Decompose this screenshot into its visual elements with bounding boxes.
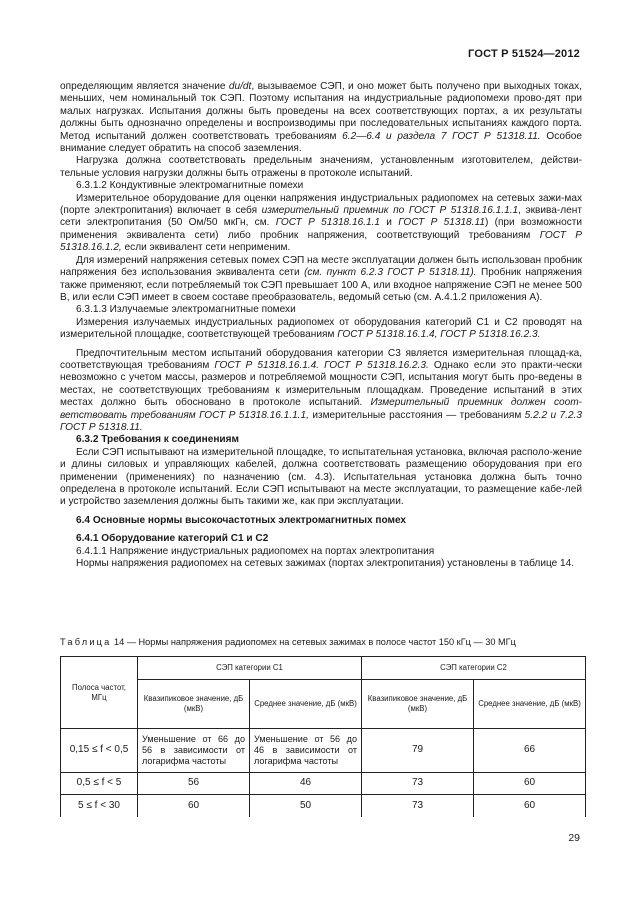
cell-band: 0,15 ≤ f < 0,5 <box>61 729 138 773</box>
section-heading: 6.4 Основные нормы высокочастотных электромагнитных помех <box>76 514 407 526</box>
table-row <box>61 729 586 773</box>
cell-band: 0,5 ≤ f < 5 <box>61 773 138 795</box>
text-span: определяющим является значение <box>60 81 229 92</box>
header-c1-average: Среднее значение, дБ (мкВ) <box>250 680 362 729</box>
section-heading: 6.4.1 Оборудование категорий С1 и С2 <box>76 533 269 545</box>
section-heading: 6.3.2 Требования к соединениям <box>76 434 239 446</box>
paragraph <box>60 317 582 342</box>
text-span: , вызываемое СЭП, и оно может быть получено при выходных токах, меньших, чем номинальный ток СЭП. Поэтому испытания на индустриальные радиопомехи прово-дят при малых нагрузках. Испытания должны быть проведены на всех соответствующих портах, а их результаты должны быть однозначно определены и воспроизводимы при последовательных испытаниях каждого порта. Метод испытаний должен соответствовать требованиям <box>60 81 582 142</box>
paragraph: Если СЭП испытывают на измерительной площадке, то испытательная установка, включая располо-жение и длины силовых и управляющих кабелей, должна соответствовать размещению оборудования при его применении (применениях) по назначению (см. 4.3). Испытательная установка должна быть точно определена в протоколе испытаний. Если СЭП испытывают на месте эксплуатации, то размещение кабе-лей и устройство заземления должны быть такими же, как при эксплуатации. <box>60 446 582 508</box>
table-row <box>61 795 586 817</box>
cell-band: 5 ≤ f < 30 <box>61 795 138 817</box>
text-span: измерительные расстояния — требованиям <box>308 409 525 421</box>
text-span: Измерения излучаемых индустриальных радиопомех от оборудования категорий С1 и С2 проводят на измерительной площадке, соответствующей требованиям <box>60 316 582 341</box>
text-span-italic: Измерительный приемник должен соот-ветствовать требованиям ГОСТ Р 51318.16.1.1.1, <box>60 397 582 421</box>
paragraph <box>60 81 582 155</box>
caption-text: 14 — Нормы напряжения радиопомех на сетевых зажимах в полосе частот 150 кГц — 30 МГц <box>111 637 516 647</box>
paragraph <box>60 348 582 435</box>
cell-c1-average: 50 <box>250 795 362 817</box>
text-span-italic: ГОСТ Р 51318.16.1.2, <box>60 229 582 254</box>
header-category-c1: СЭП категории С1 <box>138 657 362 680</box>
text-span: и <box>380 217 399 229</box>
text-span-italic: du/dt <box>228 81 252 92</box>
text-span-italic: (см. пункт 6.2.3 ГОСТ Р 51318.11). <box>304 267 477 279</box>
text-span-italic: ГОСТ Р 51318.16.1.1 <box>275 217 381 229</box>
cell-c1-quasi-peak: 56 <box>138 773 250 795</box>
text-span: , эквива-лент сети электропитания (50 Ом/50 мкГн, см. <box>60 205 582 229</box>
text-span-italic: ГОСТ Р 51318.11 <box>398 217 485 229</box>
text-span: если эквивалент сети неприменим. <box>121 242 291 254</box>
paragraph <box>60 193 582 255</box>
text-span-italic: ГОСТ Р 51318.16.1.4. ГОСТ Р 51318.16.2.3. <box>214 359 429 371</box>
table-caption <box>60 636 585 648</box>
subsection-heading: 6.4.1.1 Напряжение индустриальных радиопомех на портах электропитания <box>76 545 435 557</box>
text-span-italic: 5.2.2 и 7.2.3 ГОСТ Р 51318.11. <box>60 409 582 433</box>
header-c1-quasi-peak: Квазипиковое значение, дБ (мкВ) <box>138 680 250 729</box>
text-span-italic: измерительный приемник по ГОСТ Р 51318.16.1.1.1 <box>261 205 519 217</box>
paragraph: Нагрузка должна соответствовать предельным значениям, установленным изготовителем, действи-тельные условия нагрузки должны быть отражены в протоколе испытаний. <box>60 155 582 179</box>
cell-c1-quasi-peak: 60 <box>138 795 250 817</box>
limits-table <box>60 656 586 817</box>
cell-c1-average: 46 <box>250 773 362 795</box>
header-category-c2: СЭП категории С2 <box>362 657 586 680</box>
cell-c1-average: Уменьшение от 56 до 46 в зависимости от логарифма частоты <box>250 729 362 773</box>
cell-c2-quasi-peak: 73 <box>362 773 474 795</box>
cell-c2-quasi-peak: 79 <box>362 729 474 773</box>
cell-c2-average: 66 <box>474 729 586 773</box>
header-frequency-band: Полоса частот, МГц <box>61 657 138 729</box>
text-span: Пробник напряжения также применяют, если потребляемый ток СЭП превышает 100 А, или входное напряжение СЭП не менее 500 В, или если СЭП имеет в своем составе преобразователь, ведомый сетью (см. А.4.1.2 приложения А). <box>60 267 583 303</box>
paragraph: Нормы напряжения радиопомех на сетевых зажимах (портах электропитания) установлены в таблице 14. <box>76 558 575 570</box>
text-span: Однако если это практи-чески невозможно с учетом массы, размеров и потребляемой мощности СЭП, испытания могут быть про-ведены в местах, не соответствующих требованиям к измерительным площадкам. Проведение испытаний в этих местах должно быть обосновано в протоколе испытаний. <box>60 359 582 409</box>
subsection-heading: 6.3.1.3 Излучаемые электромагнитные помехи <box>76 304 296 316</box>
text-span: Измерительное оборудование для оценки напряжения индустриальных радиопомех на сетевых зажи-мах (порте электропитания) включает в себя <box>60 192 582 217</box>
text-span-italic: 6.2—6.4 и разделa 7 ГОСТ Р 51318.11. <box>342 130 541 142</box>
cell-c2-quasi-peak: 73 <box>362 795 474 817</box>
text-span: ) (при возможности применения эквивалента сети) либо пробник напряжения, соответствующий требованиям <box>60 217 583 241</box>
table-row <box>61 773 586 795</box>
page-number: 29 <box>568 832 580 844</box>
text-span-italic: ГОСТ Р 51318.16.1.4, ГОСТ Р 51318.16.2.3. <box>337 329 541 341</box>
cell-c2-average: 60 <box>474 773 586 795</box>
document-code-header: ГОСТ Р 51524—2012 <box>468 48 580 60</box>
cell-c1-quasi-peak: Уменьшение от 66 до 56 в зависимости от логарифма частоты <box>138 729 250 773</box>
text-span: Особое внимание следует обратить на способ заземления. <box>60 130 582 155</box>
subsection-heading: 6.3.1.2 Кондуктивные электромагнитные помехи <box>76 180 304 192</box>
cell-c2-average: 60 <box>474 795 586 817</box>
paragraph <box>60 255 582 305</box>
caption-label: Таблица <box>60 637 112 647</box>
body-text <box>60 81 582 570</box>
text-span: Предпочтительным местом испытаний оборудования категории С3 является измерительная площад-ка, соответствующая требованиям <box>60 347 582 371</box>
text-span: Для измерений напряжения сетевых помех СЭП на месте эксплуатации должен быть использован пробник напряжения без использования эквивалента сети <box>60 254 582 279</box>
header-c2-average: Среднее значение, дБ (мкВ) <box>474 680 586 729</box>
header-c2-quasi-peak: Квазипиковое значение, дБ (мкВ) <box>362 680 474 729</box>
